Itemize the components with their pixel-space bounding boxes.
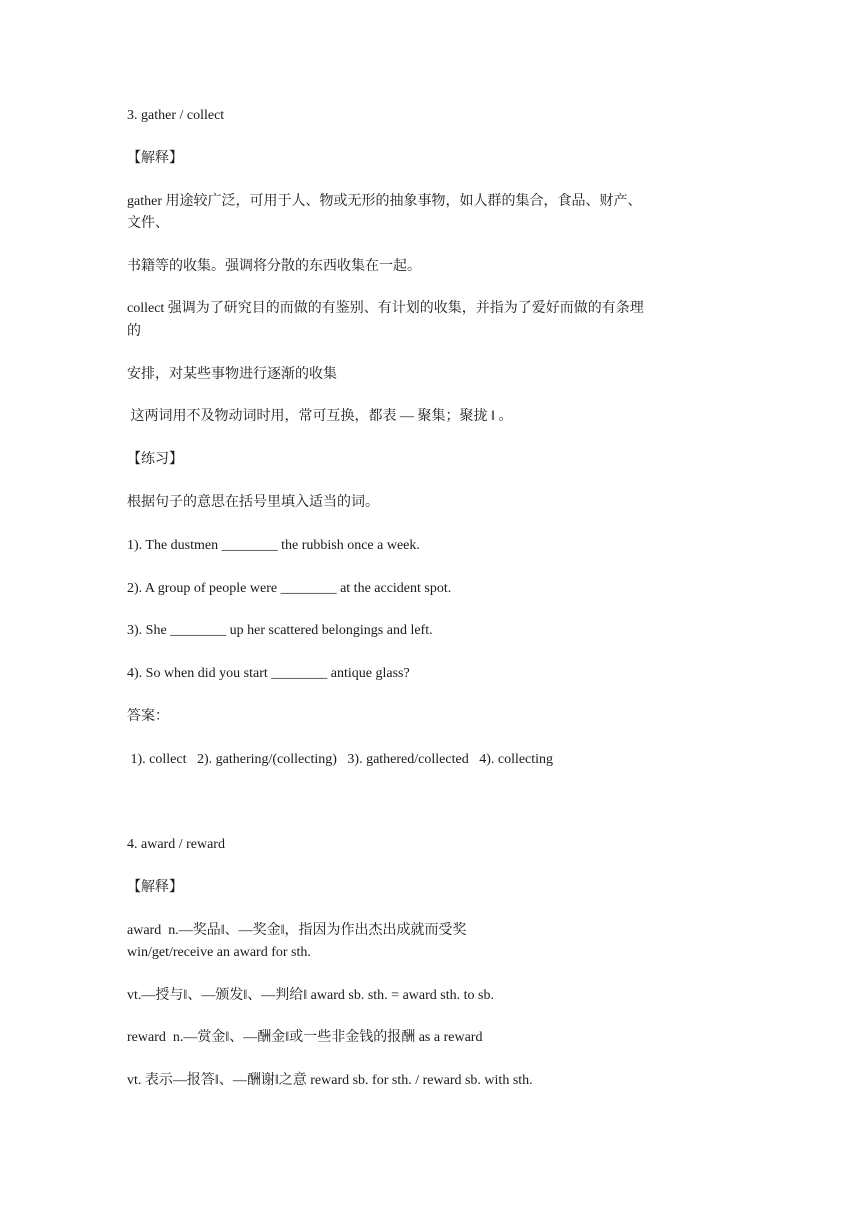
question-item: 4). So when did you start ________ antique glass? — [127, 666, 410, 681]
explain-line: win/get/receive an award for sth. — [127, 945, 311, 960]
explain-line: 书籍等的收集。强调将分散的东西收集在一起。 — [127, 259, 421, 274]
explain-line: gather 用途较广泛，可用于人、物或无形的抽象事物，如人群的集合，食品、财产、 — [127, 194, 642, 209]
explain-line: award n.―奖品‖、―奖金‖，指因为作出杰出成就而受奖 — [127, 923, 467, 938]
explain-line: 安排，对某些事物进行逐渐的收集 — [127, 367, 337, 382]
answer-line: 1). collect 2). gathering/(collecting) 3). gathered/collected 4). collecting — [127, 752, 554, 767]
section-3-explain-label: 【解释】 — [127, 151, 183, 166]
question-item: 1). The dustmen ________ the rubbish once a week. — [127, 538, 420, 553]
explain-line: 的 — [127, 324, 141, 339]
explain-line: vt. 表示―报答‖、―酬谢‖之意 reward sb. for sth. / reward sb. with sth. — [127, 1073, 533, 1088]
explain-line: 文件、 — [127, 216, 169, 231]
answer-label: 答案： — [127, 709, 169, 724]
explain-line: vt.―授与‖、―颁发‖、―判给‖ award sb. sth. = award sth. to sb. — [127, 988, 494, 1003]
section-4-heading: 4. award / reward — [127, 837, 225, 852]
section-3-practice-label: 【练习】 — [127, 452, 183, 467]
question-item: 3). She ________ up her scattered belongings and left. — [127, 623, 433, 638]
practice-instruction: 根据句子的意思在括号里填入适当的词。 — [127, 495, 379, 510]
explain-line: collect 强调为了研究目的而做的有鉴别、有计划的收集，并指为了爱好而做的有条理 — [127, 301, 644, 316]
section-3-heading: 3. gather / collect — [127, 108, 225, 123]
explain-line: 这两词用不及物动词时用，常可互换，都表 ― 聚集；聚拢 ‖ 。 — [127, 409, 513, 424]
section-4-explain-label: 【解释】 — [127, 880, 183, 895]
explain-line: reward n.―赏金‖、―酬金‖或一些非金钱的报酬 as a reward — [127, 1030, 483, 1045]
question-item: 2). A group of people were ________ at the accident spot. — [127, 581, 452, 596]
